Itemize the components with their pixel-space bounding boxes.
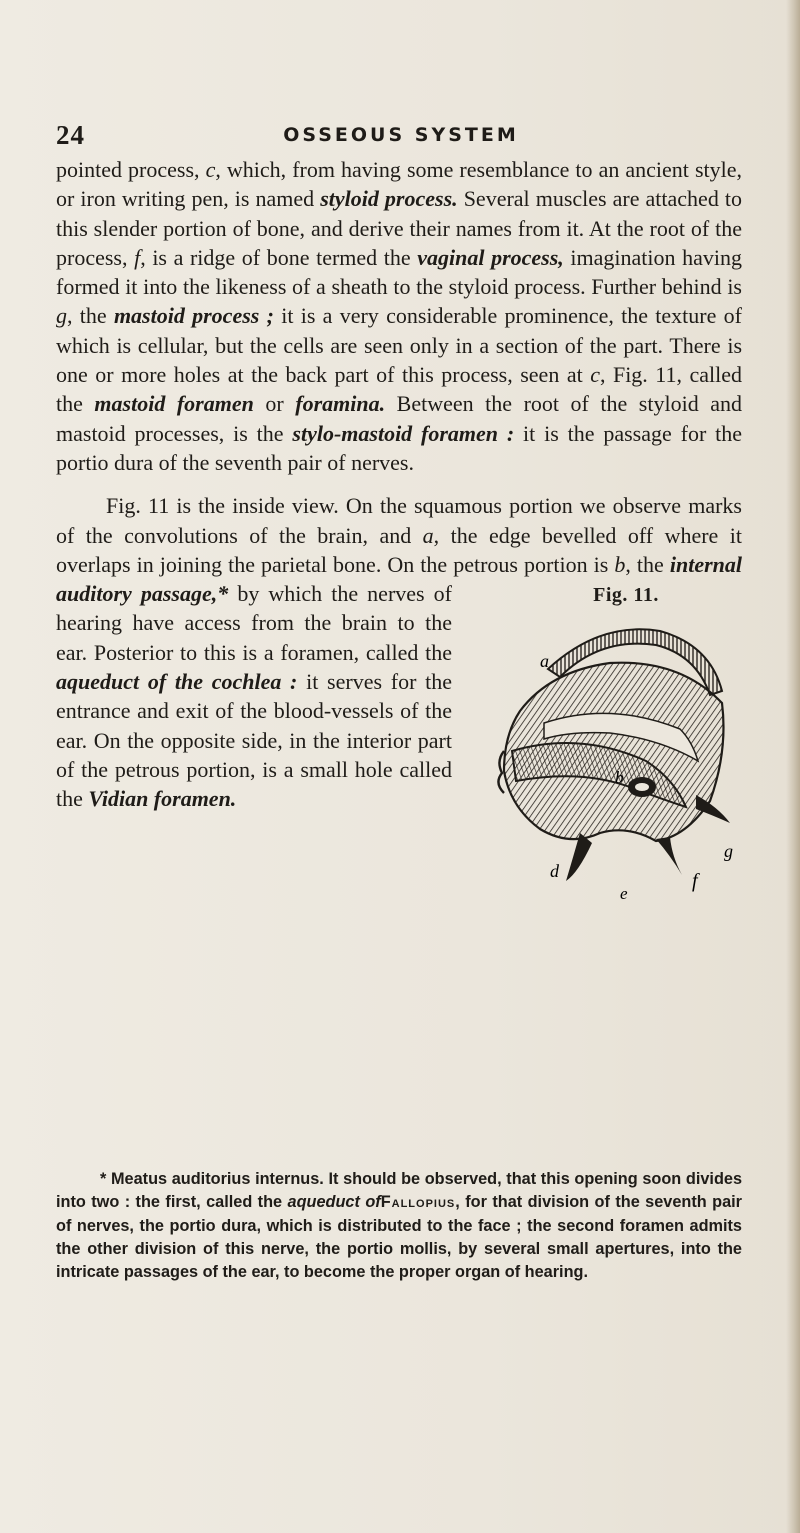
paragraph-fig-11: Fig. 11 is the inside view. On the squamous portion we observe marks of the convolutions of the brain, and a, the edge bevelled off where it overlaps in joining the parietal bone. On the petrous portion is Fig. 11. a b d e f g b, the internal auditory passage,* by which the nerves of hearing have access from the brain to the ear. Posterior to this is a foramen, called the aqueduct of the cochlea : it serves for the entrance and exit of the blood-vessels of the ear. On the opposite side, in the interior part of the petrous portion, is a small hole called the Vidian foramen.: [56, 493, 742, 902]
paragraph-styloid: pointed process, c, which, from having some resemblance to an ancient style, or iron writing pen, is named styloid process. Several muscles are attached to this slender portion of bone, and derive their names from it. At the root of the process, f, is a ridge of bone termed the vaginal process, imagination having formed it into the likeness of a sheath to the styloid process. Further behind is g, the mastoid process ; it is a very considerable prominence, the texture of which is cellular, but the cells are seen only in a section of the part. There is one or more holes at the back part of this process, seen at c, Fig. 11, called the mastoid foramen or foramina. Between the root of the styloid and mastoid processes, is the stylo-mastoid foramen : it is the passage for the portio dura of the seventh pair of nerves.: [56, 157, 743, 475]
term-vaginal-process: vaginal process,: [417, 244, 564, 270]
page-number: 24: [56, 120, 85, 150]
figure-11: [460, 581, 742, 902]
label-d: d: [550, 861, 559, 882]
letter-f: f: [134, 244, 141, 270]
letter-c-second: c: [590, 362, 600, 388]
letter-c: c: [205, 157, 216, 182]
term-styloid-process: styloid process.: [320, 186, 458, 212]
page-header: [56, 120, 746, 150]
label-f: f: [692, 870, 698, 893]
footnote: [56, 1168, 742, 1284]
term-vidian-foramen: Vidian foramen.: [88, 786, 237, 812]
letter-a: a: [422, 522, 434, 548]
label-a: a: [540, 651, 549, 672]
label-g: g: [724, 841, 733, 862]
running-head: OSSEOUS SYSTEM: [283, 124, 519, 146]
figure-caption: Fig. 11.: [593, 584, 659, 607]
term-internal-auditory-passage: internal auditory passage,*: [56, 551, 742, 607]
name-fallopius: Fallopius: [380, 1193, 456, 1212]
letter-g: g: [56, 303, 67, 329]
body-text: [56, 155, 742, 903]
term-aqueduct-of-cochlea: aqueduct of the cochlea :: [56, 669, 298, 695]
label-e: e: [620, 884, 628, 902]
term-foramina: foramina.: [295, 391, 386, 417]
footnote-text: * Meatus auditorius internus. It should be observed, that this opening soon divides into two : the first, called the aqueduct ofFallopius, for that division of the seventh pair of nerves, the portio dura, which is distributed to the face ; the second foramen admits the other division of this nerve, the portio mollis, by several small apertures, into the intricate passages of the ear, to become the proper organ of hearing.: [56, 1170, 742, 1282]
letter-b: b: [614, 551, 626, 577]
temporal-bone-illustration: [460, 611, 742, 901]
term-stylo-mastoid-foramen: stylo-mastoid foramen :: [292, 420, 515, 446]
term-mastoid-process: mastoid process ;: [113, 303, 274, 329]
term-aqueduct-of: aqueduct of: [287, 1193, 381, 1212]
term-mastoid-foramen: mastoid foramen: [94, 391, 254, 417]
label-b: b: [615, 768, 624, 788]
page-edge-shadow: [786, 0, 800, 1533]
